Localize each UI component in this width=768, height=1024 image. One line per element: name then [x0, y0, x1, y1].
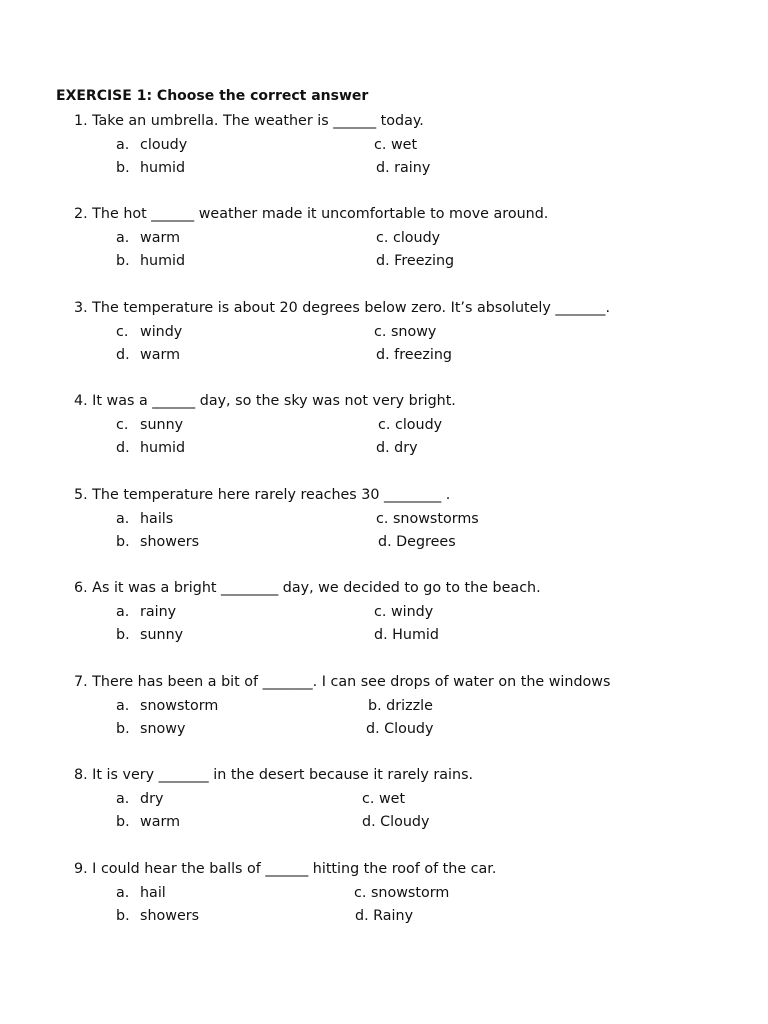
- option-b: [116, 159, 185, 177]
- option-text: snowy: [390, 324, 437, 340]
- option-text: dry: [394, 440, 418, 456]
- option-a: [116, 136, 187, 154]
- option-letter: b.: [368, 698, 382, 714]
- option-text: Cloudy: [384, 721, 434, 737]
- option-a: [116, 603, 176, 621]
- option-d: [362, 813, 429, 831]
- option-letter: c.: [116, 324, 129, 340]
- option-d: [116, 346, 180, 364]
- option-letter: b.: [116, 814, 130, 830]
- option-text: snowy: [140, 721, 186, 737]
- option-letter: c.: [362, 791, 375, 807]
- option-c: [376, 229, 440, 247]
- option-text: cloudy: [394, 417, 443, 433]
- option-a: [116, 884, 166, 902]
- question-text: 8. It is very _______ in the desert because it rarely rains.: [74, 767, 474, 783]
- option-text: cloudy: [392, 230, 441, 246]
- option-b: [116, 626, 183, 644]
- option-text: showers: [140, 908, 200, 924]
- option-b: [116, 252, 185, 270]
- option-letter: b.: [116, 160, 130, 176]
- exercise-title: EXERCISE 1: Choose the correct answer: [56, 88, 369, 104]
- option-text: cloudy: [140, 137, 188, 153]
- question-3: [74, 299, 754, 363]
- option-letter: d.: [378, 534, 392, 550]
- option-letter: d.: [374, 627, 388, 643]
- question-text: 5. The temperature here rarely reaches 30 ________ .: [74, 487, 451, 503]
- option-text: rainy: [394, 160, 431, 176]
- option-text: snowstorms: [392, 511, 479, 527]
- question-text: 7. There has been a bit of _______. I can see drops of water on the windows: [74, 674, 611, 690]
- option-c: [116, 416, 183, 434]
- option-letter: b.: [116, 908, 130, 924]
- option-a: [116, 790, 163, 808]
- option-letter: c.: [378, 417, 391, 433]
- option-c: [376, 510, 479, 528]
- option-text: warm: [140, 347, 181, 363]
- option-letter: c.: [376, 511, 389, 527]
- option-letter: c.: [374, 324, 387, 340]
- option-c: [374, 136, 417, 154]
- option-letter: c.: [116, 417, 129, 433]
- option-letter: b.: [116, 253, 130, 269]
- question-6: [74, 579, 754, 643]
- option-text: humid: [140, 440, 186, 456]
- question-text: 9. I could hear the balls of ______ hitting the roof of the car.: [74, 861, 497, 877]
- question-1: [74, 112, 754, 176]
- option-letter: d.: [376, 347, 390, 363]
- option-text: hail: [140, 885, 166, 901]
- option-letter: d.: [376, 160, 390, 176]
- option-text: sunny: [140, 627, 184, 643]
- option-d: [355, 907, 413, 925]
- option-text: Humid: [392, 627, 439, 643]
- option-text: Rainy: [373, 908, 414, 924]
- question-9: [74, 860, 754, 924]
- option-c: [362, 790, 405, 808]
- option-text: Freezing: [394, 253, 455, 269]
- option-text: snowstorm: [140, 698, 219, 714]
- option-text: hails: [140, 511, 174, 527]
- question-2: [74, 205, 754, 269]
- option-text: windy: [140, 324, 183, 340]
- option-c: [374, 323, 436, 341]
- option-a: [116, 229, 180, 247]
- option-letter: c.: [354, 885, 367, 901]
- option-letter: c.: [374, 137, 387, 153]
- option-b: [116, 720, 185, 738]
- option-letter: c.: [376, 230, 389, 246]
- option-d: [116, 439, 185, 457]
- option-c: [116, 323, 182, 341]
- question-text: 2. The hot ______ weather made it uncomfortable to move around.: [74, 206, 549, 222]
- option-b: [368, 697, 433, 715]
- question-text: 1. Take an umbrella. The weather is ______ today.: [74, 113, 424, 129]
- question-text: 6. As it was a bright ________ day, we decided to go to the beach.: [74, 580, 541, 596]
- question-4: [74, 392, 754, 456]
- option-d: [376, 346, 452, 364]
- question-text: 4. It was a ______ day, so the sky was not very bright.: [74, 393, 456, 409]
- option-text: wet: [378, 791, 406, 807]
- option-text: Degrees: [396, 534, 456, 550]
- option-letter: a.: [116, 137, 130, 153]
- option-c: [378, 416, 442, 434]
- option-text: humid: [140, 253, 186, 269]
- option-d: [376, 159, 430, 177]
- option-d: [374, 626, 439, 644]
- option-letter: a.: [116, 791, 130, 807]
- option-letter: d.: [116, 440, 130, 456]
- option-letter: d.: [116, 347, 130, 363]
- option-letter: a.: [116, 511, 130, 527]
- option-letter: a.: [116, 604, 130, 620]
- option-letter: d.: [366, 721, 380, 737]
- question-5: [74, 486, 754, 550]
- option-text: Cloudy: [380, 814, 430, 830]
- option-b: [116, 813, 180, 831]
- option-letter: b.: [116, 721, 130, 737]
- option-c: [354, 884, 449, 902]
- option-text: dry: [140, 791, 164, 807]
- option-d: [376, 252, 454, 270]
- option-d: [376, 439, 418, 457]
- option-text: humid: [140, 160, 186, 176]
- option-letter: a.: [116, 698, 130, 714]
- question-7: [74, 673, 754, 737]
- option-text: sunny: [140, 417, 184, 433]
- option-b: [116, 907, 199, 925]
- option-text: warm: [140, 814, 181, 830]
- option-letter: d.: [376, 253, 390, 269]
- option-d: [366, 720, 433, 738]
- option-d: [378, 533, 456, 551]
- option-letter: a.: [116, 885, 130, 901]
- question-8: [74, 766, 754, 830]
- option-text: windy: [390, 604, 434, 620]
- option-text: warm: [140, 230, 181, 246]
- option-text: rainy: [140, 604, 177, 620]
- option-text: drizzle: [386, 698, 433, 714]
- question-text: 3. The temperature is about 20 degrees below zero. It’s absolutely _______.: [74, 300, 610, 316]
- option-letter: d.: [355, 908, 369, 924]
- option-letter: a.: [116, 230, 130, 246]
- option-text: showers: [140, 534, 200, 550]
- option-text: freezing: [394, 347, 452, 363]
- option-letter: d.: [362, 814, 376, 830]
- option-b: [116, 533, 199, 551]
- option-text: snowstorm: [370, 885, 450, 901]
- option-letter: c.: [374, 604, 387, 620]
- option-c: [374, 603, 433, 621]
- option-letter: b.: [116, 534, 130, 550]
- option-a: [116, 697, 218, 715]
- option-text: wet: [390, 137, 418, 153]
- option-a: [116, 510, 173, 528]
- option-letter: b.: [116, 627, 130, 643]
- option-letter: d.: [376, 440, 390, 456]
